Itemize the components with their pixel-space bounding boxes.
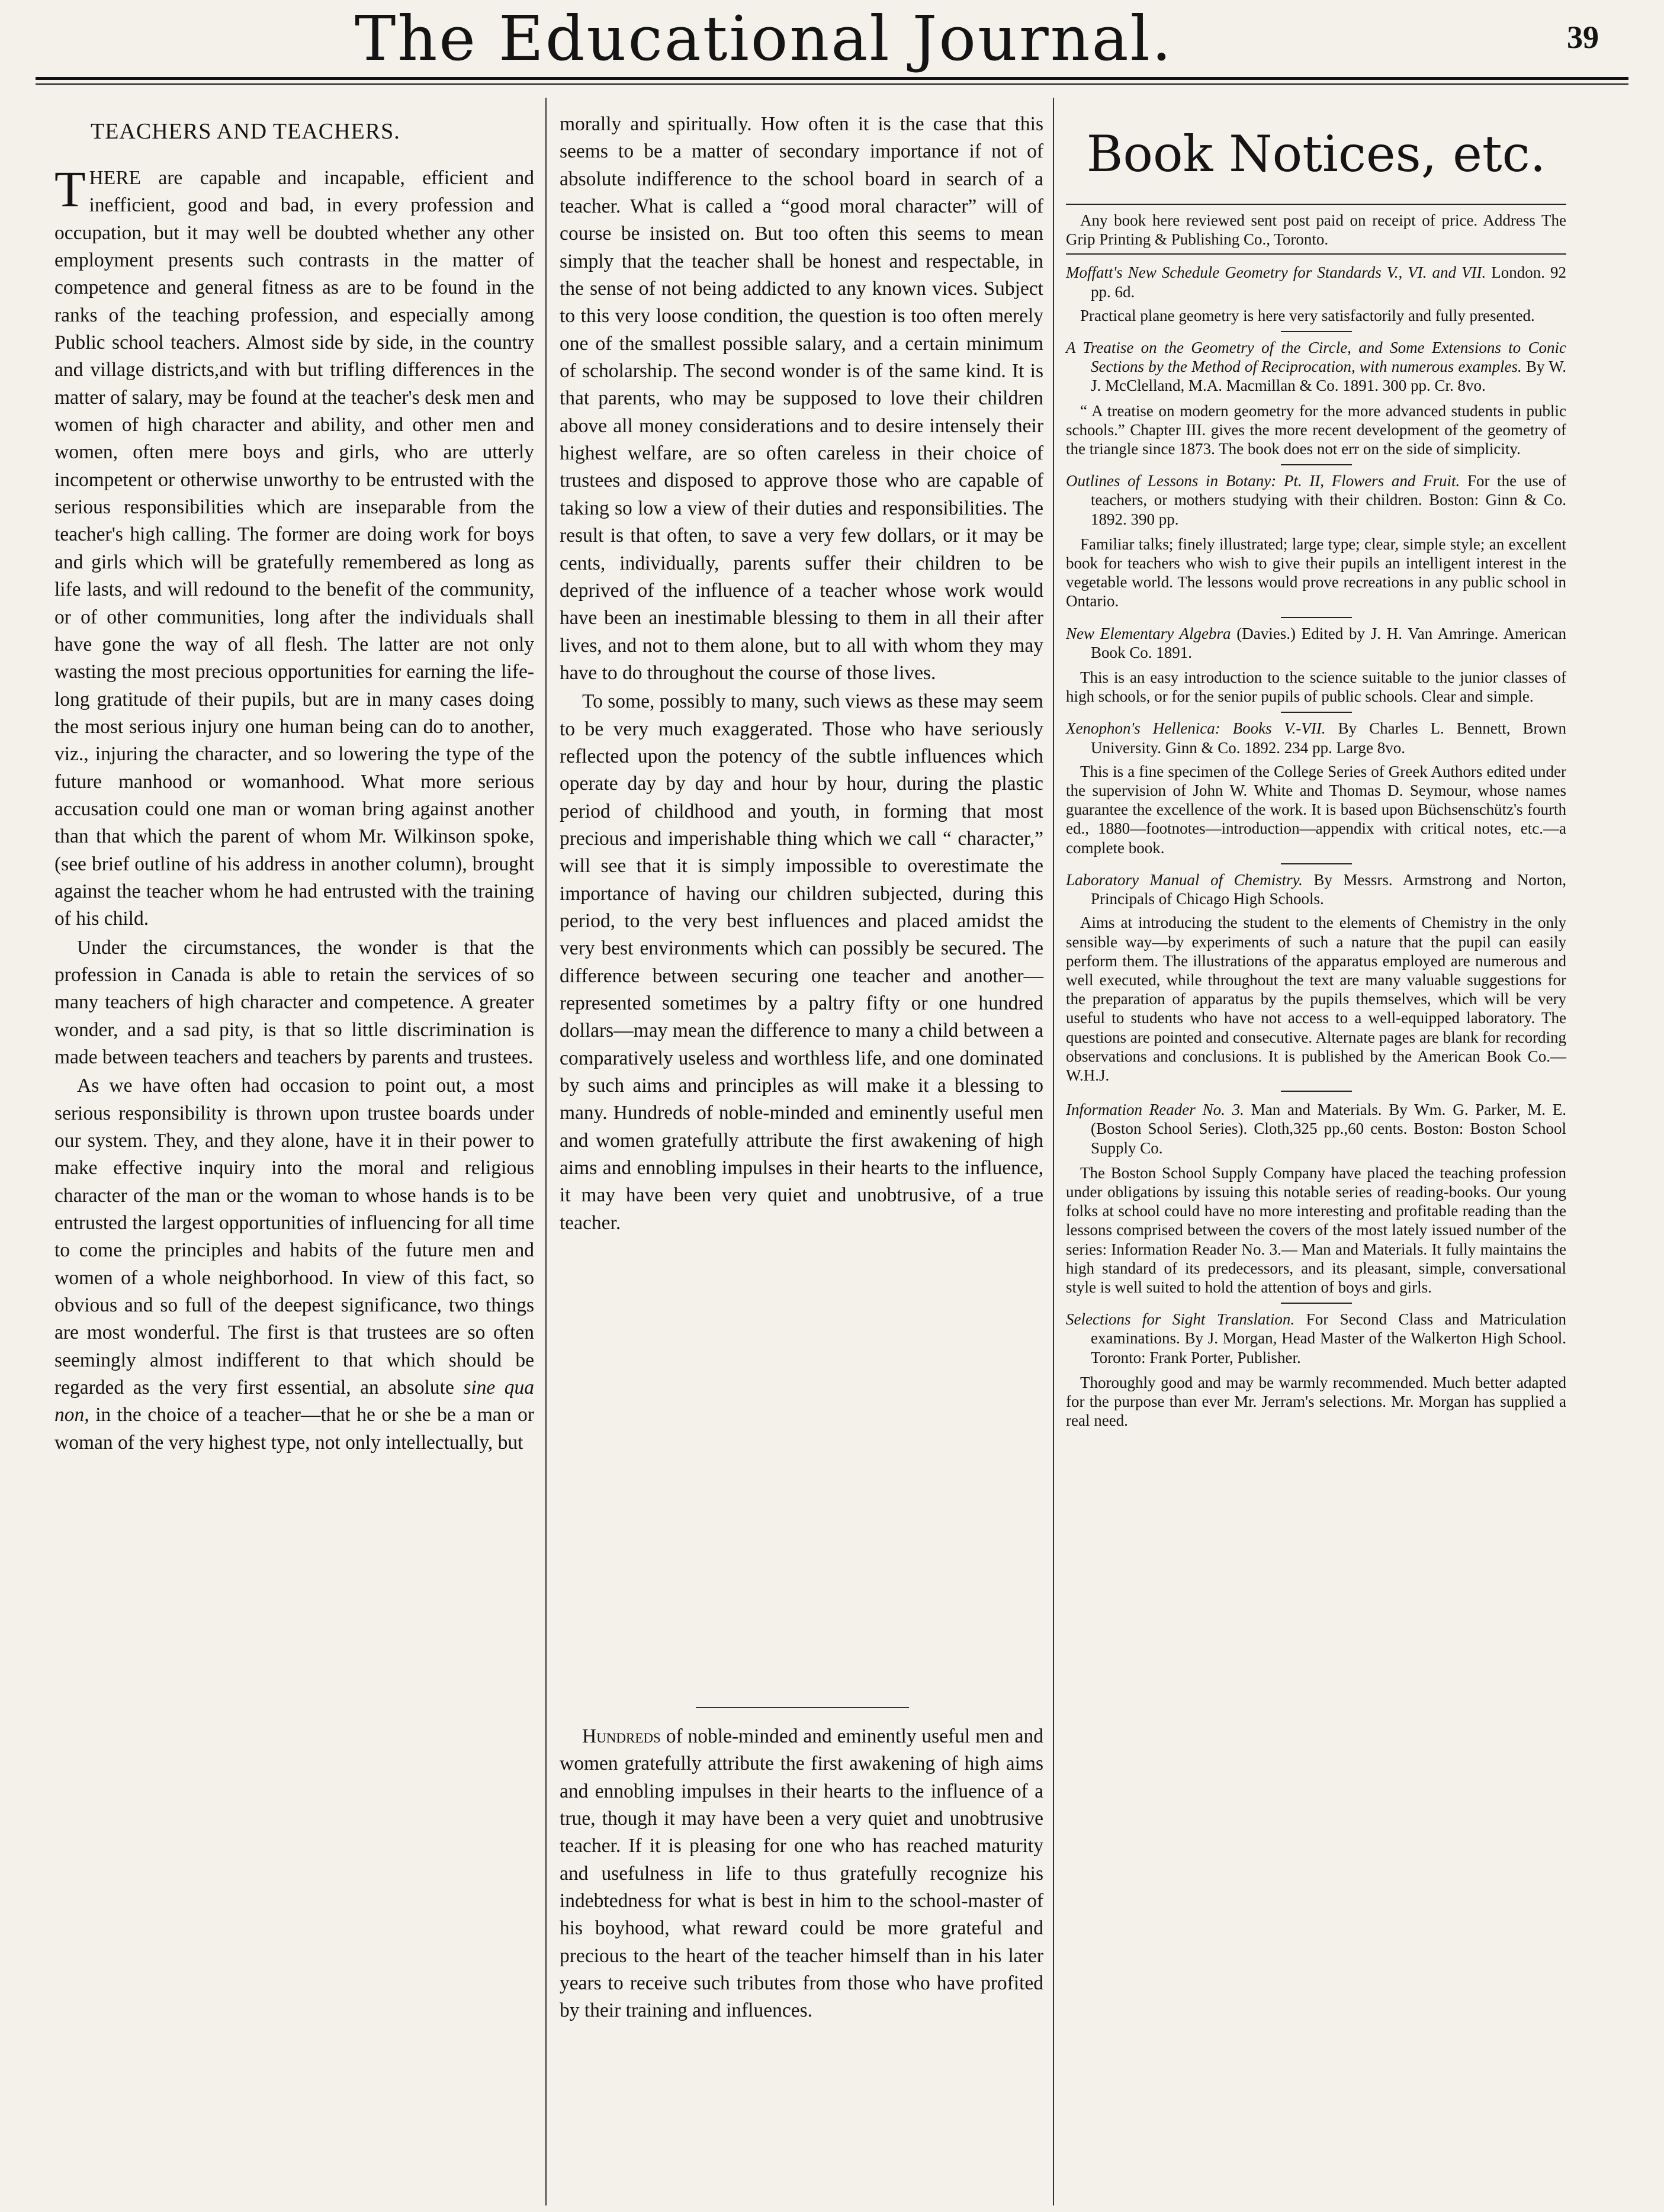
hundreds-paragraph: Hundreds of noble-minded and eminently useful men and women gratefully attribute the first awakening of high aims and ennobling impulses in their hearts to the influence of a true, though it may have been a very quiet and unobtrusive teacher. If it is pleasing for one who has reached maturity and usefulness in life to thus gratefully recognize his indebtedness for what is best in him to the school-master of his boyhood, what reward could be more grateful and precious to the heart of the teacher himself than in his later years to receive such tributes from those who have profited by their training and influences.: [560, 1725, 1043, 2022]
book-notices-intro: Any book here reviewed sent post paid on receipt of price. Address The Grip Printing & Publishing Co., Toronto.: [1066, 211, 1566, 249]
entry-separator: [1281, 863, 1352, 864]
drop-cap: T: [54, 160, 86, 217]
column-rule-right: [1053, 98, 1054, 2205]
article-paragraph: To some, possibly to many, such views as these may seem to be very much exaggerated. Those who have seriously reflected upon the potency of the subtle influences which operate day by day and hour by hour, during the plastic period of childhood and youth, in forming that most precious and imperishable thing which we call “ character,” will see that it is simply impossible to overestimate the importance of having our children subjected, during this period, to the very best influences and placed amidst the very best environments which can possibly be secured. The difference between securing one teacher and another—represented sometimes by a paltry fifty or one hundred dollars—may mean the difference to many a child between a comparatively useless and worthless life, and one dominated by such aims and principles as will make it a blessing to many. Hundreds of noble-minded and eminently useful men and women gratefully attribute the first awakening of high aims and ennobling impulses in their hearts to the influence, it may have been very quiet and unobtrusive, of a true teacher.: [560, 690, 1043, 1234]
article-paragraph: Under the circumstances, the wonder is that the profession in Canada is able to retain the services of so many teachers of high character and competence. A greater wonder, and a sad pity, is that so little discrimination is made between teachers and teachers by parents and trustees.: [54, 936, 534, 1068]
book-notices-heading: Book Notices, etc.: [1086, 125, 1546, 183]
book-entry-review: Familiar talks; finely illustrated; large type; clear, simple style; an excellent book for teachers who wish to give their pupils an intelligent interest in the vegetable world. The lessons would prove recreations in any public school in Ontario.: [1066, 535, 1566, 610]
book-entry-title: Information Reader No. 3. Man and Materials. By Wm. G. Parker, M. E. (Boston School Series). Cloth,325 pp.,60 cents. Boston: Boston School Supply Co.: [1066, 1101, 1567, 1157]
article-paragraph: morally and spiritually. How often it is the case that this seems to be a matter of secondary importance if not of absolute indifference to the school board in search of a teacher. What is called a “good moral character” will of course be insisted on. But too often this seems to mean simply that the teacher shall be honest and respectable, in the sense of not being addicted to any known vices. Subject to this very loose condition, the question is too often merely one of the smallest possible salary, and a certain minimum of scholarship. The second wonder is of the same kind. It is that parents, who may be supposed to love their children above all money considerations and to desire intensely their highest welfare, are so often careless in their choice of trustees and disposed to approve those who are capable of taking so low a view of their duties and responsibilities. The result is that often, to save a very few dollars, or it may be cents, individually, parents suffer their children to be deprived of the influence of a teacher whose work would have been an inestimable blessing to them in all their after lives, and not to them alone, but to all with whom they may have to do throughout the course of those lives.: [560, 113, 1043, 684]
book-entry-title: A Treatise on the Geometry of the Circle, and Some Extensions to Conic Sections by the Method of Reciprocation, with numerous examples. By W. J. McClelland, M.A. Macmillan & Co. 1891. 300 pp. Cr. 8vo.: [1066, 339, 1566, 395]
book-entry-title: Moffatt's New Schedule Geometry for Standards V., VI. and VII. London. 92 pp. 6d.: [1066, 263, 1567, 301]
book-entry-title: New Elementary Algebra (Davies.) Edited by J. H. Van Amringe. American Book Co. 1891.: [1066, 624, 1566, 661]
book-entry-title: Xenophon's Hellenica: Books V.-VII. By Charles L. Bennett, Brown University. Ginn & Co. 1892. 234 pp. Large 8vo.: [1066, 719, 1566, 757]
book-entry-review: “ A treatise on modern geometry for the more advanced students in public schools.” Chapter III. gives the more recent development of the geometry of the triangle since 1873. The book does not err on the side of simplicity.: [1066, 401, 1566, 458]
entry-separator: [1281, 1303, 1352, 1304]
article-column-1: [54, 160, 535, 1457]
book-entry-title: Selections for Sight Translation. For Second Class and Matriculation examinations. By J. Morgan, Head Master of the Walkerton High School. Toronto: Frank Porter, Publisher.: [1066, 1310, 1566, 1367]
column-rule-left: [545, 98, 547, 2205]
article-column-2: [560, 111, 1043, 1237]
article-separator: [696, 1707, 909, 1708]
intro-rule: [1066, 204, 1566, 205]
entry-separator: [1281, 331, 1352, 332]
hundreds-item: [560, 1723, 1043, 2025]
book-entry-review: Aims at introducing the student to the elements of Chemistry in the only sensible way—by experiments of such a nature that the pupil can easily perform them. The illustrations of the apparatus employed are numerous and well executed, while throughout the text are many valuable suggestions for the preparation of apparatus by the pupils themselves, which will be very useful to students who have not access to a well-equipped laboratory. The questions are pointed and consecutive. Alternate pages are blank for recording observations and conclusions. It is published by the American Book Co.—W.H.J.: [1066, 914, 1566, 1084]
entry-separator: [1281, 464, 1352, 465]
book-notices-column: [1066, 201, 1566, 1430]
journal-title: The Educational Journal.: [355, 2, 1173, 75]
entry-separator: [1281, 617, 1352, 618]
book-entry-title: Outlines of Lessons in Botany: Pt. II, Flowers and Fruit. For the use of teachers, or mothers studying with their children. Boston: Ginn & Co. 1892. 390 pp.: [1066, 472, 1567, 528]
entry-separator: [1281, 712, 1352, 713]
book-entry-review: Thoroughly good and may be warmly recommended. Much better adapted for the purpose than ever Mr. Jerram's selections. Mr. Morgan has supplied a real need.: [1066, 1373, 1566, 1430]
masthead: [36, 0, 1628, 83]
intro-rule: [1066, 253, 1566, 255]
book-entry-review: The Boston School Supply Company have placed the teaching profession under obligations by issuing this notable series of reading-books. Our young folks at school could have no more interesting and profitable reading than the lessons comprised between the covers of the most lately issued number of the series: Information Reader No. 3.— Man and Materials. It fully maintains the high standard of its predecessors, and its pleasant, simple, conversational style is well suited to hold the attention of boys and girls.: [1066, 1163, 1566, 1296]
article-paragraph: THERE are capable and incapable, efficient and inefficient, good and bad, in every profession and occupation, but it may well be doubted whether any other employment presents such contrasts in the matter of competence and general fitness as are to be found in the ranks of the teaching profession, and especially among Public school teachers. Almost side by side, in the country and village districts,and with but trifling differences in the matter of salary, may be found at the teacher's desk men and women of high character and ability, and other men and women, often mere boys and girls, who are utterly incompetent or otherwise unworthy to be entrusted with the serious responsibilities which are inseparable from the teacher's high calling. The former are doing work for boys and girls which will be gratefully remembered as long as life lasts, and will redound to the benefit of the community, or of other communities, long after the individuals shall have gone the way of all flesh. The latter are not only wasting the most precious opportunities for earning the life-long gratitude of their pupils, but are in many cases doing the most serious injury one human being can do to another, viz., injuring the character, and so lowering the type of the future manhood or womanhood. What more serious accusation could one man or woman bring against another than that which the parent of whom Mr. Wilkinson spoke, (see brief outline of his address in another column), brought against the teacher whom he had entrusted with the training of his child.: [54, 160, 534, 930]
article-heading: TEACHERS AND TEACHERS.: [91, 119, 400, 144]
masthead-rule-thick: [36, 77, 1628, 80]
book-entry-review: This is an easy introduction to the science suitable to the junior classes of high schools, or for the senior pupils of public schools. Clear and simple.: [1066, 668, 1566, 706]
masthead-rule-thin: [36, 83, 1628, 85]
book-entry-review: This is a fine specimen of the College Series of Greek Authors edited under the supervision of John W. White and Thomas D. Seymour, whose names guarantee the excellence of the work. It is based upon Büchsenschütz's fourth ed., 1880—footnotes—introduction—appendix with critical notes, etc.—a complete book.: [1066, 762, 1566, 857]
article-paragraph: As we have often had occasion to point out, a most serious responsibility is thrown upon trustee boards under our system. They, and they alone, have it in their power to make effective inquiry into the moral and religious character of the man or the woman to whose hands is to be entrusted the largest opportunities of influencing for all time to come the principles and habits of the future men and women of a whole neighborhood. In view of this fact, so obvious and so full of the deepest significance, two things are most wonderful. The first is that trustees are so often seemingly almost indifferent to that which should be regarded as the very first essential, an absolute sine qua non, in the choice of a teacher—that he or she be a man or woman of the very highest type, not only intellectually, but: [54, 1075, 535, 1454]
page-number: 39: [1567, 20, 1599, 55]
entry-separator: [1281, 1091, 1352, 1092]
book-entry-title: Laboratory Manual of Chemistry. By Messrs. Armstrong and Norton, Principals of Chicago High Schools.: [1066, 870, 1566, 908]
book-entry-review: Practical plane geometry is here very satisfactorily and fully presented.: [1080, 306, 1535, 324]
